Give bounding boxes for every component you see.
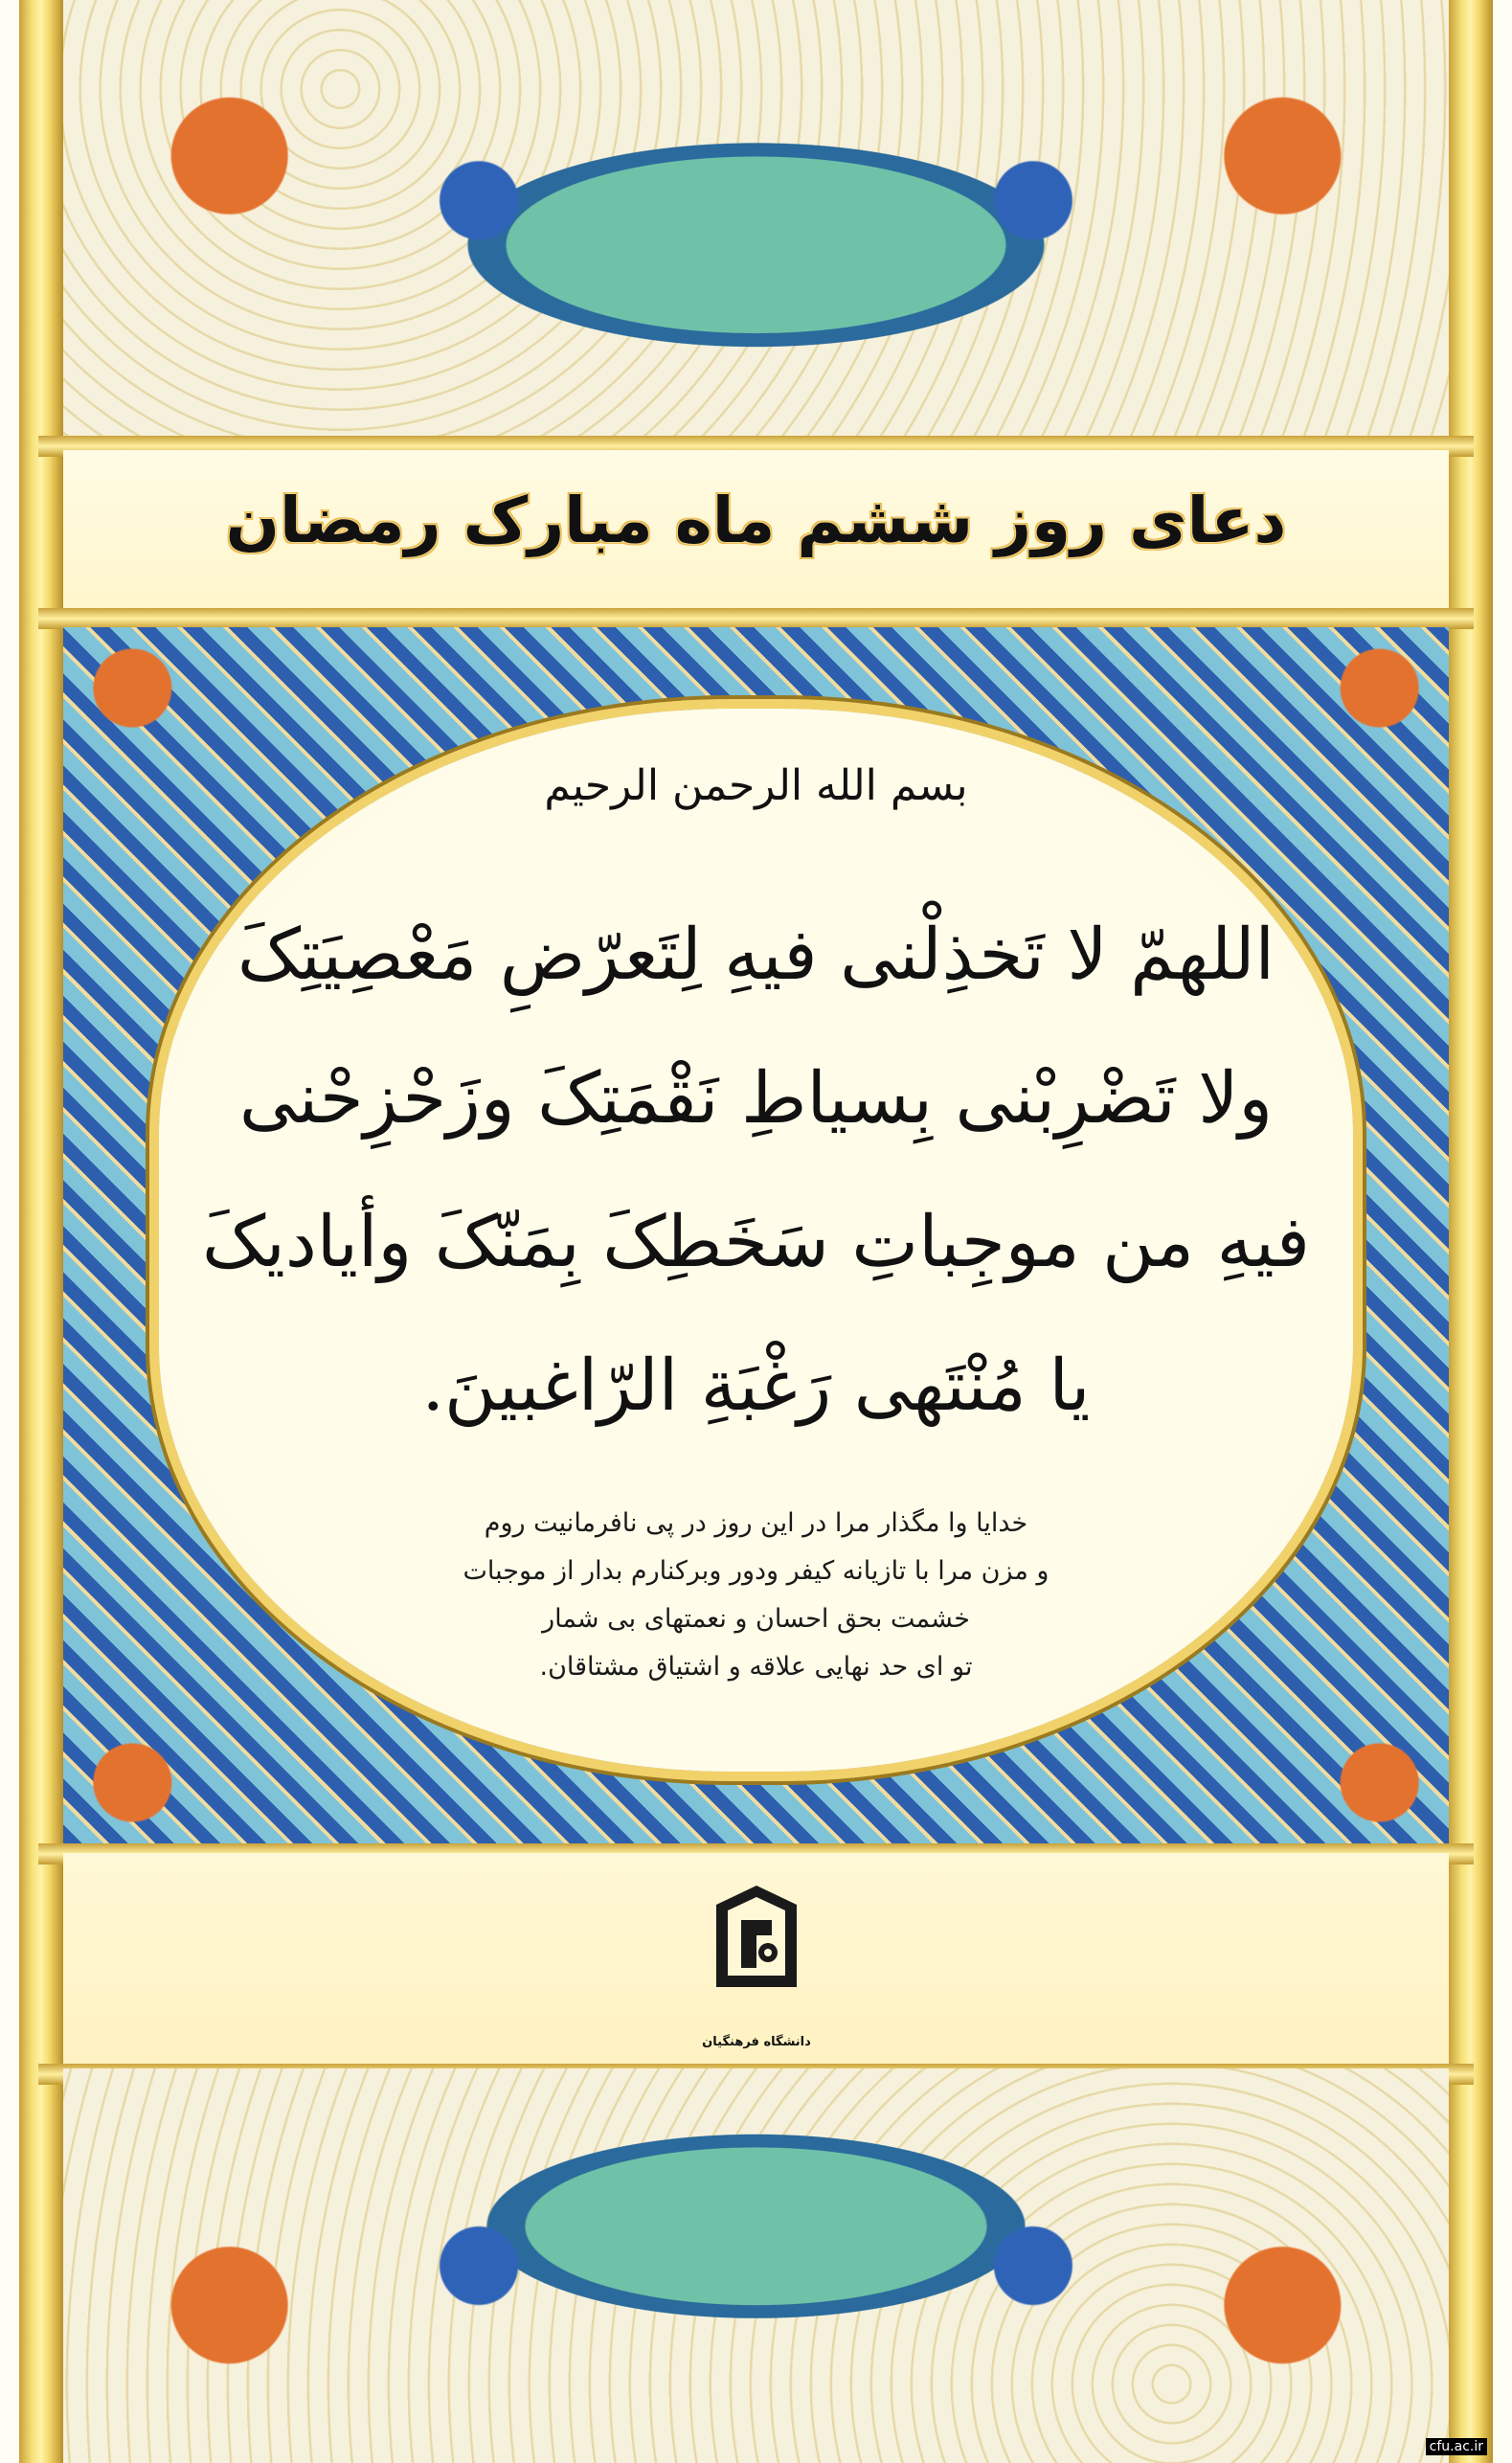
bottom-ornament xyxy=(63,2068,1449,2463)
dua-line: ولا تَضْرِبْنی بِسیاطِ نَقْمَتِکَ وزَحْزِحْنی xyxy=(238,1057,1274,1140)
bismillah: بسم الله الرحمن الرحیم xyxy=(544,761,968,810)
dua-line: اللهمّ لا تَخذِلْنی فیهِ لِتَعرّضِ مَعْصِیَتِکَ xyxy=(237,914,1275,996)
translation-line: خشمت بحق احسان و نعمتهای بی شمار xyxy=(542,1604,970,1634)
dua-line: فیهِ من موجِباتِ سَخَطِکَ بِمَنّکَ وأیادیکَ xyxy=(202,1201,1310,1283)
right-gold-border xyxy=(1449,0,1493,2463)
dua-line: یا مُنْتَهی رَغْبَةِ الرّاغبینَ. xyxy=(421,1344,1091,1427)
translation-line: خدایا وا مگذار مرا در این روز در پی نافرمانیت روم xyxy=(484,1508,1028,1538)
site-credit: cfu.ac.ir xyxy=(1426,2438,1487,2455)
translation-line: تو ای حد نهایی علاقه و اشتیاق مشتاقان. xyxy=(539,1652,973,1682)
logo-caption: دانشگاه فرهنگیان xyxy=(702,2035,811,2049)
translation-line: و مزن مرا با تازیانه کیفر ودور وبرکنارم بدار از موجبات xyxy=(463,1556,1049,1586)
university-logo xyxy=(709,1882,804,2045)
top-ornament xyxy=(63,0,1449,445)
farhangian-emblem-icon xyxy=(709,1882,804,2045)
gold-band xyxy=(38,608,1474,629)
page-title: دعای روز ششم ماه مبارک رمضان xyxy=(225,484,1287,557)
left-gold-border xyxy=(19,0,63,2463)
